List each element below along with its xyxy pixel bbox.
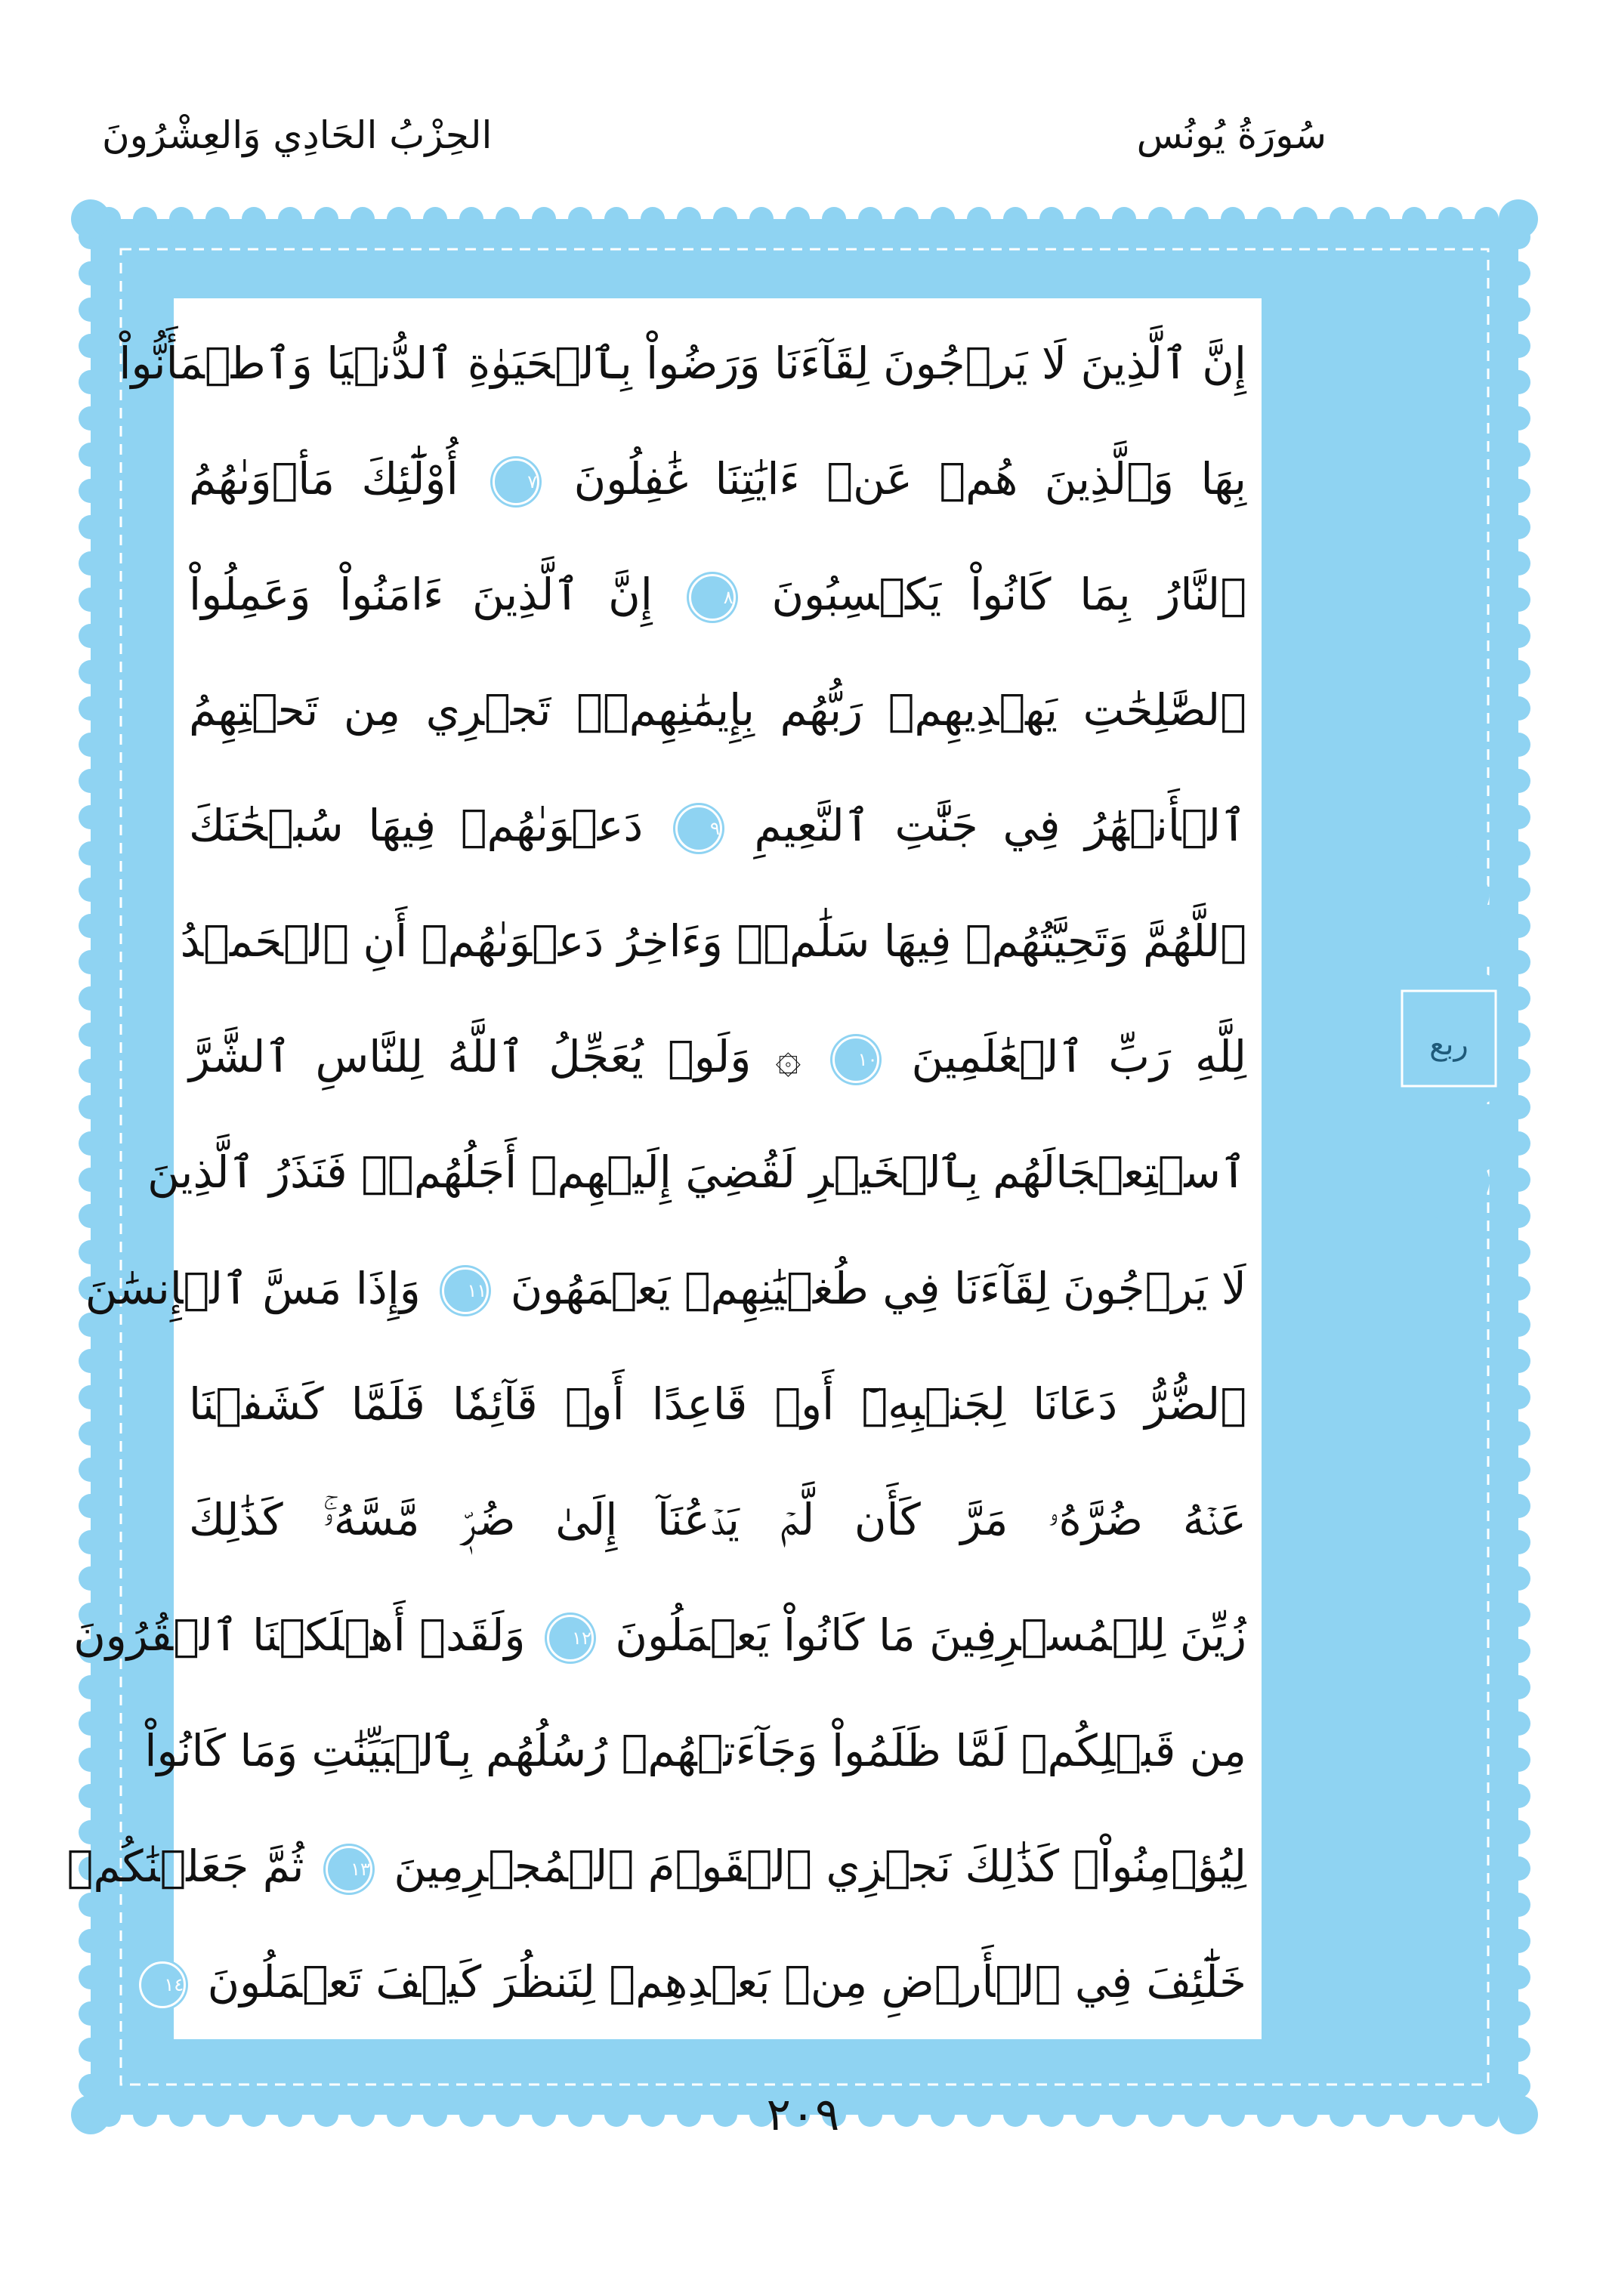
verse-line xyxy=(189,1362,1246,1446)
frame-scallop xyxy=(1506,2001,1530,2026)
frame-scallop xyxy=(1330,207,1354,231)
frame-scallop xyxy=(1475,207,1499,231)
verse-text: ٱلۡأَنۡهَٰرُ فِي جَنَّٰتِ ٱلنَّعِيمِ xyxy=(754,800,1246,852)
frame-scallop xyxy=(79,914,103,938)
frame-scallop xyxy=(79,1566,103,1591)
frame-scallop xyxy=(79,1385,103,1409)
frame-scallop xyxy=(1506,1276,1530,1301)
frame-scallop xyxy=(1506,1965,1530,1989)
frame-scallop xyxy=(79,1023,103,1047)
verse-text: ٱلضُّرُّ دَعَانَا لِجَنۢبِهِۦٓ أَوۡ قَاعِدًا أَوۡ قَآئِمٗا فَلَمَّا كَشَفۡنَا xyxy=(189,1378,1246,1430)
frame-scallop xyxy=(1506,1494,1530,1518)
frame-scallop xyxy=(71,199,110,239)
frame-scallop xyxy=(1506,1784,1530,1808)
verse-line xyxy=(85,1246,1246,1331)
frame-scallop xyxy=(79,1675,103,1699)
frame-scallop xyxy=(1506,370,1530,394)
frame-scallop xyxy=(79,1784,103,1808)
frame-scallop xyxy=(79,1711,103,1736)
frame-scallop xyxy=(79,1421,103,1446)
frame-scallop xyxy=(1506,1313,1530,1337)
frame-scallop xyxy=(79,1168,103,1192)
frame-scallop xyxy=(568,207,592,231)
frame-scallop xyxy=(1506,1639,1530,1663)
frame-scallop xyxy=(79,1530,103,1554)
frame-scallop xyxy=(205,207,230,231)
frame-scallop xyxy=(1499,199,1538,239)
frame-scallop xyxy=(532,207,556,231)
frame-scallop xyxy=(169,207,193,231)
frame-scallop xyxy=(1257,207,1281,231)
frame-scallop xyxy=(1506,1711,1530,1736)
frame-scallop xyxy=(1506,515,1530,539)
frame-scallop xyxy=(1506,733,1530,757)
frame-scallop xyxy=(1221,207,1245,231)
frame-scallop xyxy=(786,207,810,231)
frame-scallop xyxy=(1506,1458,1530,1482)
surah-title: سُورَةُ يُونُس xyxy=(1136,113,1326,157)
frame-scallop xyxy=(79,1204,103,1228)
verse-line xyxy=(189,552,1246,637)
frame-scallop xyxy=(351,207,375,231)
frame-scallop xyxy=(79,588,103,612)
verse-line xyxy=(73,1593,1246,1677)
frame-scallop xyxy=(1506,406,1530,430)
frame-scallop xyxy=(1506,1240,1530,1264)
frame-scallop xyxy=(749,207,774,231)
verse-text: دَعۡوَىٰهُمۡ فِيهَا سُبۡحَٰنَكَ xyxy=(189,800,644,852)
verse-text: لِيُؤۡمِنُواْۚ كَذَٰلِكَ نَجۡزِي ٱلۡقَوۡمَ ٱلۡمُجۡرِمِينَ xyxy=(394,1840,1246,1892)
frame-scallop xyxy=(1506,2038,1530,2062)
ayah-number-marker: ١١ xyxy=(442,1267,489,1314)
verse-text: لِلَّهِ رَبِّ ٱلۡعَٰلَمِينَ xyxy=(911,1031,1247,1083)
frame-scallop xyxy=(79,479,103,503)
frame-scallop xyxy=(1184,207,1209,231)
frame-scallop xyxy=(1366,207,1390,231)
frame-scallop xyxy=(79,841,103,866)
frame-scallop xyxy=(278,207,302,231)
frame-scallop xyxy=(79,986,103,1011)
frame-scallop xyxy=(1506,1421,1530,1446)
frame-scallop xyxy=(79,443,103,467)
frame-scallop xyxy=(79,1131,103,1156)
frame-scallop xyxy=(79,1929,103,1953)
frame-scallop xyxy=(1506,1675,1530,1699)
verse-text: أُوْلَٰٓئِكَ مَأۡوَىٰهُمُ xyxy=(189,453,459,505)
frame-scallop xyxy=(1506,588,1530,612)
frame-scallop xyxy=(79,1349,103,1373)
frame-scallop xyxy=(1402,207,1426,231)
verse-line xyxy=(147,1130,1246,1214)
verse-text: إِنَّ ٱلَّذِينَ ءَامَنُواْ وَعَمِلُواْ xyxy=(189,569,653,621)
frame-scallop xyxy=(858,207,882,231)
verse-text: لَا يَرۡجُونَ لِقَآءَنَا فِي طُغۡيَٰنِهِمۡ يَعۡمَهُونَ xyxy=(510,1262,1246,1314)
frame-scallop xyxy=(133,207,157,231)
frame-scallop xyxy=(79,1494,103,1518)
frame-scallop xyxy=(79,1748,103,1772)
verse-line xyxy=(189,437,1246,521)
verse-lines xyxy=(66,321,1247,2024)
verse-line xyxy=(119,321,1246,406)
frame-scallop xyxy=(1506,1349,1530,1373)
frame-scallop xyxy=(931,207,955,231)
frame-scallop xyxy=(1112,207,1136,231)
frame-scallop xyxy=(1506,1893,1530,1917)
verse-line xyxy=(189,668,1246,752)
frame-scallop xyxy=(677,207,701,231)
verse-text: وَإِذَا مَسَّ ٱلۡإِنسَٰنَ xyxy=(85,1262,421,1314)
frame-scallop xyxy=(894,207,919,231)
frame-scallop xyxy=(1506,1820,1530,1844)
ayah-number-marker: ١٤ xyxy=(139,1961,186,2008)
frame-scallop xyxy=(79,1095,103,1119)
frame-scallop xyxy=(1293,207,1317,231)
frame-scallop xyxy=(1506,479,1530,503)
verse-line xyxy=(189,783,1246,868)
verse-text: ٱسۡتِعۡجَالَهُم بِٱلۡخَيۡرِ لَقُضِيَ إِلَيۡهِمۡ أَجَلُهُمۡۖ فَنَذَرُ ٱلَّذِينَ xyxy=(147,1146,1246,1199)
ayah-number-marker: ١٠ xyxy=(832,1036,879,1083)
frame-scallop xyxy=(1506,1929,1530,1953)
frame-scallop xyxy=(967,207,991,231)
frame-scallop xyxy=(79,624,103,648)
frame-scallop xyxy=(387,207,411,231)
rub-marker-label: ربع xyxy=(1429,1027,1469,1062)
verse-text: وَلَقَدۡ أَهۡلَكۡنَا ٱلۡقُرُونَ xyxy=(73,1609,526,1661)
frame-scallop xyxy=(641,207,665,231)
frame-scallop xyxy=(79,1458,103,1482)
frame-scallop xyxy=(1506,1856,1530,1881)
text-area xyxy=(66,298,1262,2039)
frame-scallop xyxy=(79,2038,103,2062)
frame-scallop xyxy=(242,207,266,231)
frame-scallop xyxy=(496,207,520,231)
frame-scallop xyxy=(79,515,103,539)
frame-scallop xyxy=(1003,207,1027,231)
verse-line xyxy=(164,1940,1246,2024)
frame-scallop xyxy=(79,298,103,322)
verse-text: عَنۡهُ ضُرَّهُۥ مَرَّ كَأَن لَّمۡ يَدۡعُنَآ إِلَىٰ ضُرّٖ مَّسَّهُۥۚ كَذَٰلِكَ xyxy=(189,1493,1246,1545)
frame-scallop xyxy=(1506,551,1530,576)
frame-scallop xyxy=(1148,207,1172,231)
frame-scallop xyxy=(1506,660,1530,684)
frame-scallop xyxy=(822,207,846,231)
frame-scallop xyxy=(79,2001,103,2026)
frame-scallop xyxy=(79,1965,103,1989)
verse-text: ٱلنَّارُ بِمَا كَانُواْ يَكۡسِبُونَ xyxy=(771,569,1247,621)
frame-scallop xyxy=(1506,696,1530,721)
verse-text: ثُمَّ جَعَلۡنَٰكُمۡ xyxy=(66,1840,304,1892)
frame-scallop xyxy=(314,207,338,231)
verse-text: مِن قَبۡلِكُمۡ لَمَّا ظَلَمُواْ وَجَآءَتۡهُمۡ رُسُلُهُم بِٱلۡبَيِّنَٰتِ وَمَا كَانُواْ xyxy=(144,1724,1246,1776)
verse-line xyxy=(66,1824,1246,1909)
verse-text: إِنَّ ٱلَّذِينَ لَا يَرۡجُونَ لِقَآءَنَا وَرَضُواْ بِٱلۡحَيَوٰةِ ٱلدُّنۡيَا وَٱطۡمَأَنُّواْ xyxy=(119,338,1246,389)
frame-scallop xyxy=(423,207,447,231)
frame-scallop xyxy=(1076,207,1100,231)
frame-scallop xyxy=(1506,1566,1530,1591)
frame-scallop xyxy=(1506,443,1530,467)
frame-scallop xyxy=(1506,1603,1530,1627)
frame-scallop xyxy=(79,406,103,430)
frame-scallop xyxy=(1506,624,1530,648)
frame-scallop xyxy=(79,769,103,793)
frame-scallop xyxy=(604,207,629,231)
frame-scallop xyxy=(79,551,103,576)
ayah-number-marker: ١٢ xyxy=(547,1615,594,1662)
frame-scallop xyxy=(1506,1748,1530,1772)
frame-scallop xyxy=(1506,1385,1530,1409)
frame-scallop xyxy=(1506,298,1530,322)
verse-line xyxy=(189,1014,1246,1099)
verse-line xyxy=(189,1477,1246,1562)
hizb-title: الحِزْبُ الحَادِي وَالعِشْرُونَ xyxy=(102,113,493,157)
frame-scallop xyxy=(79,1059,103,1083)
frame-scallop xyxy=(79,370,103,394)
frame-scallop xyxy=(1506,1530,1530,1554)
ayah-number-marker: ٧ xyxy=(493,458,539,505)
frame-scallop xyxy=(713,207,737,231)
frame-scallop xyxy=(79,733,103,757)
verse-text: ۞ وَلَوۡ يُعَجِّلُ ٱللَّهُ لِلنَّاسِ ٱلشَّرَّ xyxy=(189,1031,801,1083)
verse-text: بِهَا وَٱلَّذِينَ هُمۡ عَنۡ ءَايَٰتِنَا غَٰفِلُونَ xyxy=(573,453,1246,505)
frame-scallop xyxy=(1506,769,1530,793)
verse-text: خَلَٰٓئِفَ فِي ٱلۡأَرۡضِ مِنۢ بَعۡدِهِمۡ لِنَنظُرَ كَيۡفَ تَعۡمَلُونَ xyxy=(207,1955,1246,2007)
frame-scallop xyxy=(79,261,103,285)
frame-scallop xyxy=(79,660,103,684)
frame-scallop xyxy=(1039,207,1064,231)
verse-text: ٱللَّهُمَّ وَتَحِيَّتُهُمۡ فِيهَا سَلَٰمٞۚ وَءَاخِرُ دَعۡوَىٰهُمۡ أَنِ ٱلۡحَمۡدُ xyxy=(180,915,1246,967)
verse-line xyxy=(144,1708,1246,1793)
frame-scallop xyxy=(1506,261,1530,285)
ayah-number-marker: ٩ xyxy=(675,805,722,852)
frame-scallop xyxy=(1506,334,1530,358)
frame-scallop xyxy=(79,950,103,974)
frame-scallop xyxy=(79,805,103,829)
ayah-number-marker: ٨ xyxy=(689,574,736,621)
ayah-number-marker: ١٣ xyxy=(326,1846,372,1893)
frame-scallop xyxy=(79,878,103,902)
verse-text: ٱلصَّٰلِحَٰتِ يَهۡدِيهِمۡ رَبُّهُم بِإِيمَٰنِهِمۡۖ تَجۡرِي مِن تَحۡتِهِمُ xyxy=(189,684,1246,736)
page-number: ٢٠٩ xyxy=(766,2088,840,2141)
frame-scallop xyxy=(1438,207,1462,231)
verse-text: زُيِّنَ لِلۡمُسۡرِفِينَ مَا كَانُواْ يَعۡمَلُونَ xyxy=(615,1609,1246,1661)
frame-scallop xyxy=(459,207,483,231)
frame-scallop xyxy=(79,696,103,721)
verse-line xyxy=(180,899,1246,983)
frame-scallop xyxy=(79,334,103,358)
